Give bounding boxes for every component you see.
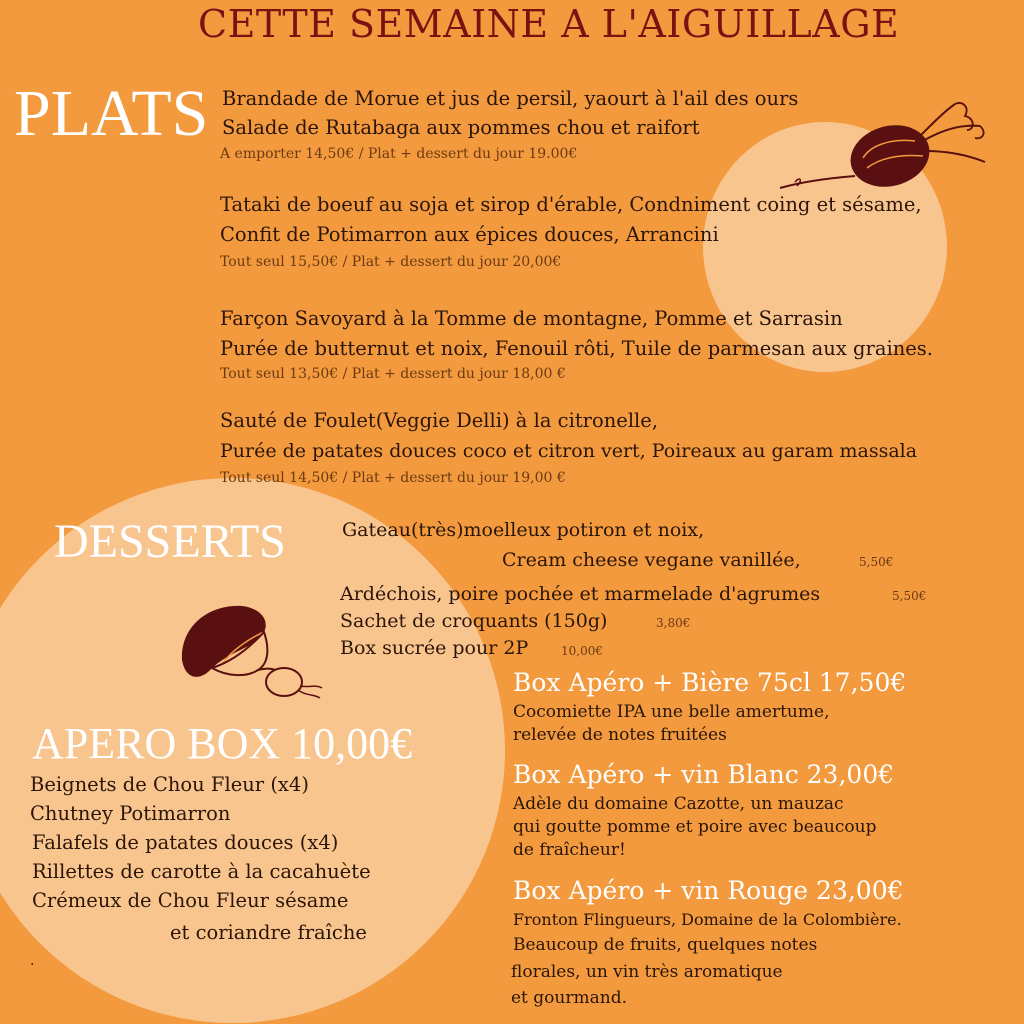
apero-item-5: Crémeux de Chou Fleur sésame <box>32 889 349 912</box>
apero-heading: APERO BOX 10,00€ <box>32 719 413 768</box>
box-rouge-line3: florales, un vin très aromatique <box>511 962 783 982</box>
dessert-3-label: Sachet de croquants (150g) <box>340 610 608 632</box>
stray-dot: . <box>30 953 35 969</box>
box-rouge-title: Box Apéro + vin Rouge 23,00€ <box>513 876 904 905</box>
box-blanc-title: Box Apéro + vin Blanc 23,00€ <box>513 760 895 789</box>
box-blanc-line2: qui goutte pomme et poire avec beaucoup <box>513 817 877 837</box>
box-rouge-line4: et gourmand. <box>511 988 627 1008</box>
dish-3-line2: Purée de butternut et noix, Fenouil rôti, Tuile de parmesan aux graines. <box>220 337 933 360</box>
box-rouge-line1: Fronton Flingueurs, Domaine de la Colombière. <box>513 910 902 929</box>
apero-item-3: Falafels de patates douces (x4) <box>32 831 339 854</box>
dish-1-line2: Salade de Rutabaga aux pommes chou et raifort <box>222 116 700 139</box>
dish-2-line2: Confit de Potimarron aux épices douces, Arrancini <box>220 223 719 246</box>
dessert-1-line2: Cream cheese vegane vanillée, <box>502 549 801 571</box>
page-title: CETTE SEMAINE A L'AIGUILLAGE <box>198 2 900 46</box>
dish-3-line1: Farçon Savoyard à la Tomme de montagne, Pomme et Sarrasin <box>220 307 843 330</box>
box-biere-title: Box Apéro + Bière 75cl 17,50€ <box>513 668 907 697</box>
dish-3-price: Tout seul 13,50€ / Plat + dessert du jour 18,00 € <box>220 366 566 382</box>
dish-4-line1: Sauté de Foulet(Veggie Delli) à la citronelle, <box>220 409 659 432</box>
dish-4-price: Tout seul 14,50€ / Plat + dessert du jour 19,00 € <box>220 470 566 486</box>
plats-heading: PLATS <box>14 77 209 150</box>
dish-4-line2: Purée de patates douces coco et citron vert, Poireaux au garam massala <box>220 440 918 462</box>
mushroom-icon <box>172 598 332 710</box>
apero-item-4: Rillettes de carotte à la cacahuète <box>32 860 371 883</box>
beetroot-icon <box>775 96 990 196</box>
apero-item-2: Chutney Potimarron <box>30 802 231 825</box>
dish-2-price: Tout seul 15,50€ / Plat + dessert du jour 20,00€ <box>220 254 562 270</box>
dish-1-price: A emporter 14,50€ / Plat + dessert du jour 19.00€ <box>220 146 578 162</box>
dish-2-line1: Tataki de boeuf au soja et sirop d'érable, Condniment coing et sésame, <box>220 193 922 216</box>
dessert-1-line1: Gateau(très)moelleux potiron et noix, <box>342 519 705 541</box>
desserts-heading: DESSERTS <box>54 515 286 568</box>
apero-item-6: et coriandre fraîche <box>170 921 367 944</box>
box-blanc-line1: Adèle du domaine Cazotte, un mauzac <box>513 794 844 814</box>
apero-item-1: Beignets de Chou Fleur (x4) <box>30 773 309 796</box>
dessert-4-label: Box sucrée pour 2P <box>340 637 529 659</box>
box-biere-line1: Cocomiette IPA une belle amertume, <box>513 702 830 722</box>
dish-1-line1: Brandade de Morue et jus de persil, yaourt à l'ail des ours <box>222 87 799 110</box>
dessert-4-price: 10,00€ <box>561 644 603 658</box>
dessert-2-price: 5,50€ <box>892 589 927 603</box>
dessert-2-label: Ardéchois, poire pochée et marmelade d'agrumes <box>340 583 821 605</box>
box-rouge-line2: Beaucoup de fruits, quelques notes <box>513 935 818 955</box>
dessert-3-price: 3,80€ <box>656 616 691 630</box>
dessert-1-price: 5,50€ <box>859 555 894 569</box>
box-biere-line2: relevée de notes fruitées <box>513 725 727 745</box>
box-blanc-line3: de fraîcheur! <box>513 840 626 860</box>
